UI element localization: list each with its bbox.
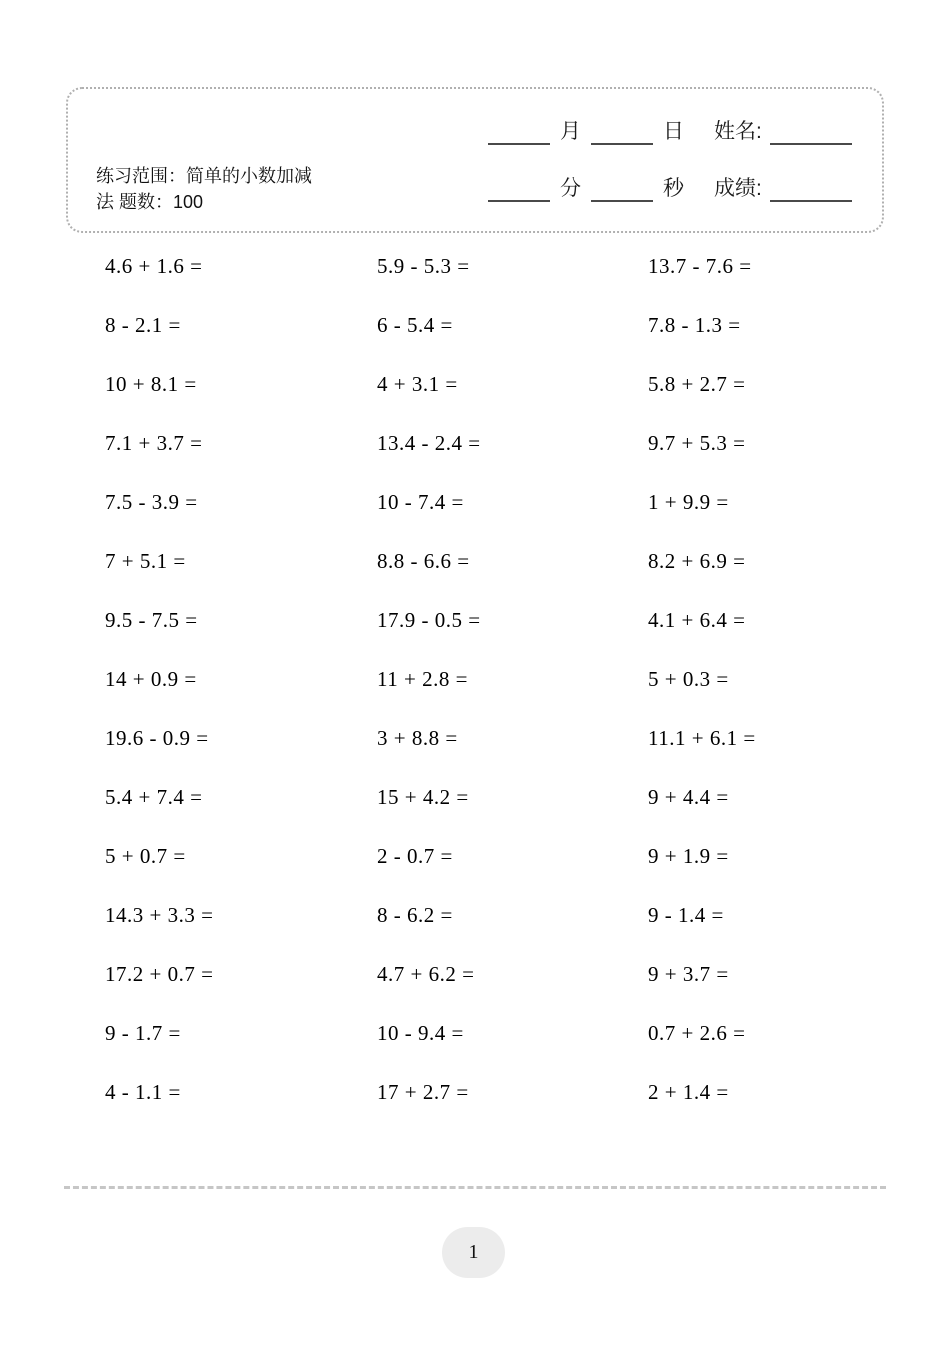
problem-cell: 13.4 - 2.4 = (377, 431, 481, 455)
problem-cell: 11 + 2.8 = (377, 667, 468, 691)
second-label: 秒 (663, 177, 684, 200)
problem-cell: 9 + 1.9 = (648, 844, 729, 868)
problem-cell: 5.8 + 2.7 = (648, 372, 746, 396)
problem-cell: 14 + 0.9 = (105, 667, 197, 691)
problem-cell: 7 + 5.1 = (105, 549, 186, 573)
problem-cell: 2 - 0.7 = (377, 844, 453, 868)
header-box (66, 87, 884, 233)
problem-cell: 17 + 2.7 = (377, 1080, 469, 1104)
problem-cell: 4.6 + 1.6 = (105, 254, 203, 278)
date-name-row (480, 111, 852, 145)
problem-cell: 5.9 - 5.3 = (377, 254, 470, 278)
month-label: 月 (560, 120, 581, 143)
problem-cell: 11.1 + 6.1 = (648, 726, 756, 750)
practice-range-line1: 练习范围：简单的小数加减 (96, 166, 312, 186)
problem-cell: 5 + 0.3 = (648, 667, 729, 691)
name-blank-line (770, 125, 852, 145)
second-blank-line (591, 182, 653, 202)
problem-cell: 9 - 1.4 = (648, 903, 724, 927)
problem-cell: 10 + 8.1 = (105, 372, 197, 396)
day-blank-line (591, 125, 653, 145)
practice-range-info (96, 163, 312, 215)
problem-cell: 2 + 1.4 = (648, 1080, 729, 1104)
footer-dashed-divider (64, 1186, 886, 1189)
time-score-row (480, 168, 852, 202)
problem-cell: 9.5 - 7.5 = (105, 608, 198, 632)
problem-cell: 6 - 5.4 = (377, 313, 453, 337)
problem-cell: 1 + 9.9 = (648, 490, 729, 514)
fill-in-rows (480, 111, 852, 225)
score-label: 成绩: (714, 177, 762, 200)
problem-cell: 8 - 6.2 = (377, 903, 453, 927)
problem-cell: 0.7 + 2.6 = (648, 1021, 746, 1045)
score-blank-line (770, 182, 852, 202)
problems-grid (105, 237, 888, 1122)
problem-cell: 17.2 + 0.7 = (105, 962, 214, 986)
problem-cell: 9 + 4.4 = (648, 785, 729, 809)
problem-cell: 10 - 9.4 = (377, 1021, 464, 1045)
problem-cell: 4 - 1.1 = (105, 1080, 181, 1104)
problem-cell: 17.9 - 0.5 = (377, 608, 481, 632)
problem-cell: 4.1 + 6.4 = (648, 608, 746, 632)
minute-label: 分 (560, 177, 581, 200)
problem-cell: 8.8 - 6.6 = (377, 549, 470, 573)
problem-cell: 4 + 3.1 = (377, 372, 458, 396)
month-blank-line (488, 125, 550, 145)
problem-cell: 9 - 1.7 = (105, 1021, 181, 1045)
problem-cell: 15 + 4.2 = (377, 785, 469, 809)
problem-cell: 14.3 + 3.3 = (105, 903, 214, 927)
name-label: 姓名: (714, 120, 762, 143)
problem-cell: 7.1 + 3.7 = (105, 431, 203, 455)
day-label: 日 (663, 120, 684, 143)
problem-cell: 4.7 + 6.2 = (377, 962, 475, 986)
problem-cell: 19.6 - 0.9 = (105, 726, 209, 750)
problem-cell: 9.7 + 5.3 = (648, 431, 746, 455)
problem-cell: 10 - 7.4 = (377, 490, 464, 514)
problem-cell: 3 + 8.8 = (377, 726, 458, 750)
problem-cell: 9 + 3.7 = (648, 962, 729, 986)
problem-cell: 5.4 + 7.4 = (105, 785, 203, 809)
problem-cell: 8.2 + 6.9 = (648, 549, 746, 573)
problem-cell: 8 - 2.1 = (105, 313, 181, 337)
problem-cell: 7.5 - 3.9 = (105, 490, 198, 514)
page-number: 1 (468, 1241, 479, 1263)
problem-cell: 7.8 - 1.3 = (648, 313, 741, 337)
minute-blank-line (488, 182, 550, 202)
problem-cell: 5 + 0.7 = (105, 844, 186, 868)
practice-range-line2: 法 题数：100 (96, 192, 204, 212)
problem-cell: 13.7 - 7.6 = (648, 254, 752, 278)
page-number-badge (442, 1227, 505, 1278)
